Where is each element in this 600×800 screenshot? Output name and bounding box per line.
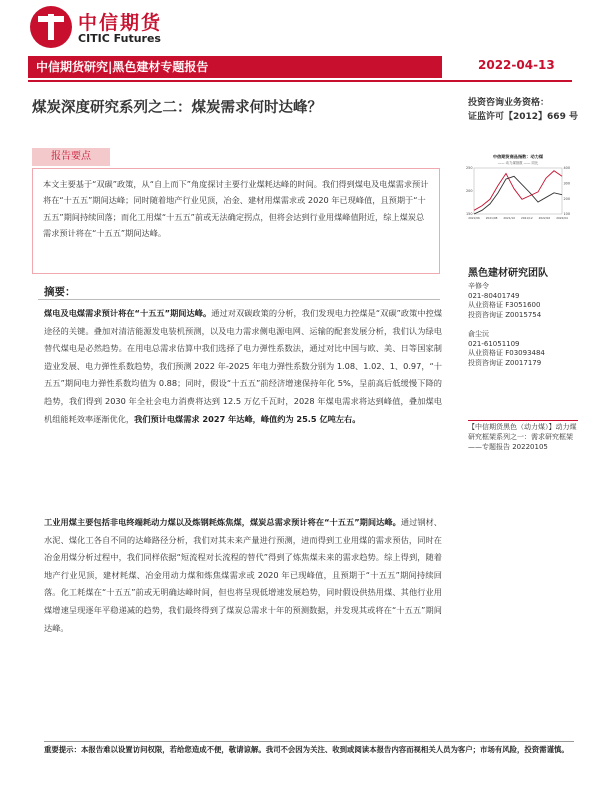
- x-tick-label: 2022/04: [556, 216, 568, 220]
- chart-lines: [474, 171, 562, 214]
- y-right-tick-label: 400: [563, 166, 570, 171]
- summary-box: [32, 168, 440, 274]
- citic-logo-icon: [30, 6, 72, 48]
- analyst-cert: 投资咨询证 Z0015754: [468, 310, 542, 319]
- footer-divider: [44, 741, 574, 742]
- paragraph-1-body: 通过对双碳政策的分析，我们发现电力控煤是“双碳”政策中控煤途径的关键。叠加对清洁能源发电装机预测，以及电力需求侧电源电网、运输的配套发展分析，我们认为绿电替代煤电是必然趋势。在用电总需求估算中我们选择了电力弹性系数法，通过对比中国与欧、美、日等国家制造业发展、电力弹性系数趋势，我们预测 2022 年-2025 年电力弹性系数分别为 1.08、1.02、1、0.97，“十五五”期间电力弹性系数均值为 0.88；同时，假设“十五五”前经济增速保持年化 5%，呈前高后低缓慢下降的趋势，我们得到 2030 年全社会电力消费将达到 12.5 万亿千瓦时，2028 年煤电需求将达到峰值，叠加煤电机组能耗效率逐渐优化，: [44, 308, 443, 424]
- chart-legend: —— 动力煤指数 —— 同比: [497, 161, 539, 165]
- analyst-name: 俞尘沅: [468, 330, 489, 338]
- logo-english-name: CITIC Futures: [78, 32, 161, 45]
- recent-report: 【中信期货黑色（动力煤）】动力煤研究框架系列之一：需求研究框架——专题报告 20220105: [468, 423, 577, 451]
- x-tick-label: 2022/02: [538, 216, 551, 220]
- abstract-divider: [38, 299, 440, 300]
- analyst-cert: 投资咨询证 Z0017179: [468, 358, 542, 367]
- x-tick-label: 2021/10: [503, 216, 516, 220]
- analyst-2-contact: [468, 330, 545, 368]
- report-category-banner: 中信期货研究|黑色建材专题报告: [28, 56, 442, 78]
- x-tick-label: 2021/06: [468, 216, 480, 220]
- x-tick-label: 2021/12: [520, 216, 533, 220]
- x-tick-label: 2021/08: [485, 216, 498, 220]
- y-left-tick-label: 250: [466, 166, 473, 171]
- paragraph-2-body: 通过钢材、水泥、煤化工各自不同的达峰路径分析，我们对其未来产量进行预测，进而得到工业用煤的需求预估，同时在冶金用煤分析过程中，我们同样依据“短流程对长流程的替代”得到了炼焦煤未来的需求趋势。综上得到，随着地产行业见顶，建材耗煤、冶金用动力煤和炼焦煤需求或 2020 年已现峰值，且预期于“十五五”期间持续回落。化工耗煤在“十五五”前或无明确达峰时间，但也将呈现低增速发展趋势，同时假设供热用煤、其他行业用煤增速呈现逐年平稳递减的趋势，我们最终得到了煤炭总需求十年的预测数据，并发现其或将在“十五五”期间达峰。: [44, 517, 442, 633]
- recent-report-divider: [468, 420, 578, 421]
- series-line: [474, 176, 562, 214]
- paragraph-1-conclusion: 我们预计电煤需求 2027 年达峰，峰值约为 25.5 亿吨左右。: [134, 413, 361, 424]
- qualification-block: [468, 96, 578, 124]
- company-logo: [30, 6, 180, 48]
- header-divider: [28, 80, 572, 82]
- analyst-cert: 从业资格证 F3051600: [468, 301, 541, 309]
- qualification-line-1: 投资咨询业务资格：: [468, 98, 550, 108]
- abstract-label: 摘要：: [44, 286, 76, 298]
- analyst-1-contact: [468, 282, 541, 320]
- logo-chinese-name: 中信期货: [78, 12, 163, 34]
- paragraph-2-heading: 工业用煤主要包括非电终端耗动力煤以及炼钢耗炼焦煤，煤炭总需求预计将在“十五五”期间达峰。: [44, 517, 401, 527]
- coal-index-chart: [462, 152, 574, 228]
- abstract-paragraph-1: [44, 305, 442, 428]
- report-title: 煤炭深度研究系列之二：煤炭需求何时达峰？: [32, 100, 322, 116]
- y-right-tick-label: 300: [563, 181, 570, 186]
- abstract-paragraph-2: [44, 514, 442, 637]
- analyst-phone: 021-80401749: [468, 291, 520, 300]
- y-right-tick-label: 200: [563, 196, 570, 201]
- disclaimer: 重要提示：本报告难以设置访问权限，若给您造成不便，敬请谅解。我司不会因为关注、收到或阅读本报告内容而视相关人员为客户；市场有风险，投资需谨慎。: [44, 745, 569, 754]
- paragraph-1-heading: 煤电及电煤需求预计将在“十五五”期间达峰。: [44, 308, 212, 318]
- qualification-line-2: 证监许可【2012】669 号: [468, 112, 578, 122]
- report-date: 2022-04-13: [478, 58, 555, 72]
- team-title: 黑色建材研究团队: [468, 268, 548, 279]
- y-right-tick-label: 100: [563, 212, 570, 217]
- analyst-cert: 从业资格证 F03093484: [468, 349, 545, 357]
- analyst-name: 辛修令: [468, 282, 489, 290]
- chart-title: 中信期货商品指数：动力煤: [492, 154, 544, 159]
- analyst-phone: 021-61051109: [468, 339, 520, 348]
- summary-text: 本文主要基于“双碳”政策，从“自上而下”角度探讨主要行业煤耗达峰的时间。我们得到煤电及电煤需求预计将在“十五五”期间达峰；同时随着地产行业见顶，冶金、建材用煤需求或 2020 年已现峰值，且预期于“十五五”期间持续回落；而化工用煤“十五五”前或无法确定拐点，但将会达到行业用煤峰值附近，综上煤炭总需求预计将在“十五五”期间达峰。: [43, 179, 429, 239]
- y-left-tick-label: 200: [466, 189, 473, 194]
- summary-tag: 报告要点: [32, 148, 110, 166]
- y-left-tick-label: 150: [466, 212, 473, 217]
- series-line: [474, 171, 562, 211]
